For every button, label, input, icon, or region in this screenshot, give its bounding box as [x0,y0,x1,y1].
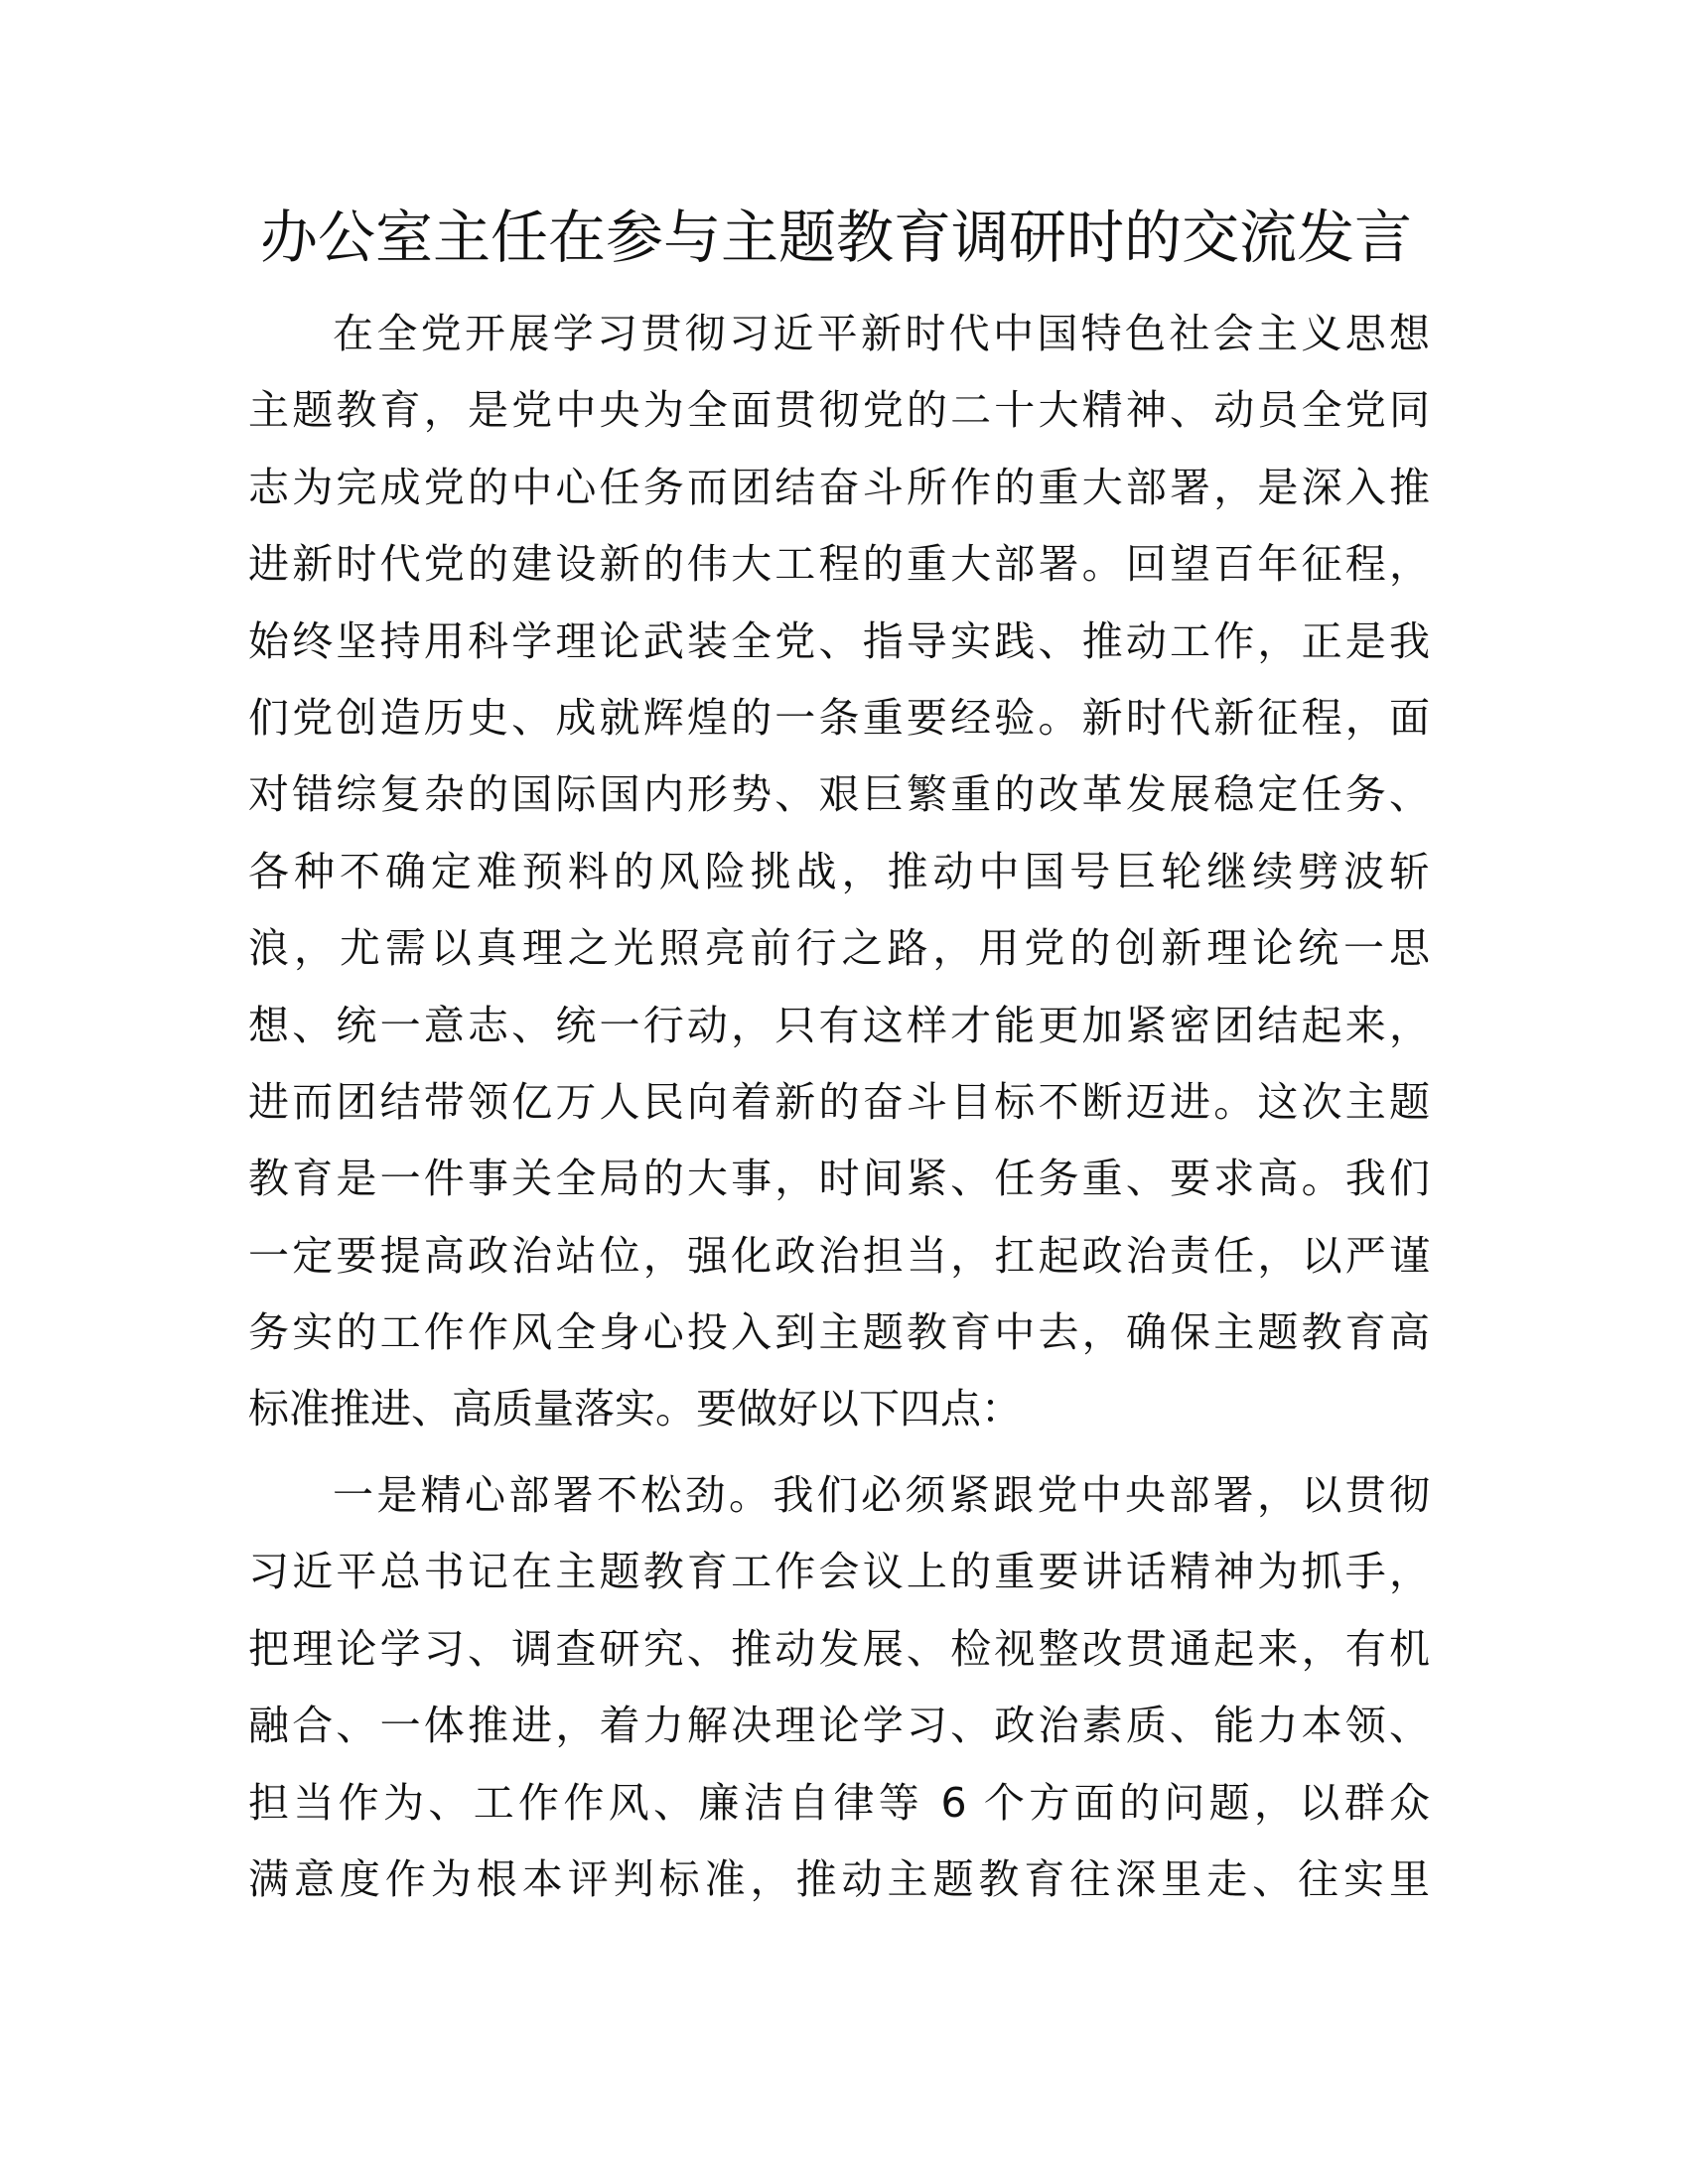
text-line: 们党创造历史、成就辉煌的一条重要经验。新时代新征程，面 [248,693,1430,742]
text-line: 进新时代党的建设新的伟大工程的重大部署。回望百年征程， [248,540,1430,589]
text-line: 习近平总书记在主题教育工作会议上的重要讲话精神为抓手， [248,1548,1430,1596]
text-line: 一是精心部署不松劲。我们必须紧跟党中央部署，以贯彻 [333,1471,1430,1519]
text-line: 担当作为、工作作风、廉洁自律等 6 个方面的问题，以群众 [248,1778,1430,1827]
text-line: 各种不确定难预料的风险挑战，推动中国号巨轮继续劈波斩 [248,847,1430,895]
text-line: 标准推进、高质量落实。要做好以下四点： [248,1385,1022,1433]
document-title: 办公室主任在参与主题教育调研时的交流发言 [260,204,1413,271]
text-line: 进而团结带领亿万人民向着新的奋斗目标不断迈进。这次主题 [248,1077,1430,1126]
text-line: 把理论学习、调查研究、推动发展、检视整改贯通起来，有机 [248,1624,1430,1673]
text-line: 志为完成党的中心任务而团结奋斗所作的重大部署，是深入推 [248,463,1430,511]
text-line: 主题教育，是党中央为全面贯彻党的二十大精神、动员全党同 [248,386,1430,435]
paragraph-intro [248,296,1430,1448]
text-line: 想、统一意志、统一行动，只有这样才能更加紧密团结起来， [248,1001,1430,1049]
text-line: 在全党开展学习贯彻习近平新时代中国特色社会主义思想 [333,310,1430,357]
text-line: 始终坚持用科学理论武装全党、指导实践、推动工作，正是我 [248,616,1430,665]
text-line: 务实的工作作风全身心投入到主题教育中去，确保主题教育高 [248,1308,1430,1357]
text-line: 教育是一件事关全局的大事，时间紧、任务重、要求高。我们 [248,1155,1430,1203]
text-line: 满意度作为根本评判标准，推动主题教育往深里走、往实里 [248,1854,1430,1903]
text-line: 对错综复杂的国际国内形势、艰巨繁重的改革发展稳定任务、 [248,770,1430,819]
text-line: 浪，尤需以真理之光照亮前行之路，用党的创新理论统一思 [248,924,1430,973]
text-line: 一定要提高政治站位，强化政治担当，扛起政治责任，以严谨 [248,1231,1430,1280]
text-line: 融合、一体推进，着力解决理论学习、政治素质、能力本领、 [248,1702,1430,1750]
paragraph-point-one [248,1457,1430,1918]
